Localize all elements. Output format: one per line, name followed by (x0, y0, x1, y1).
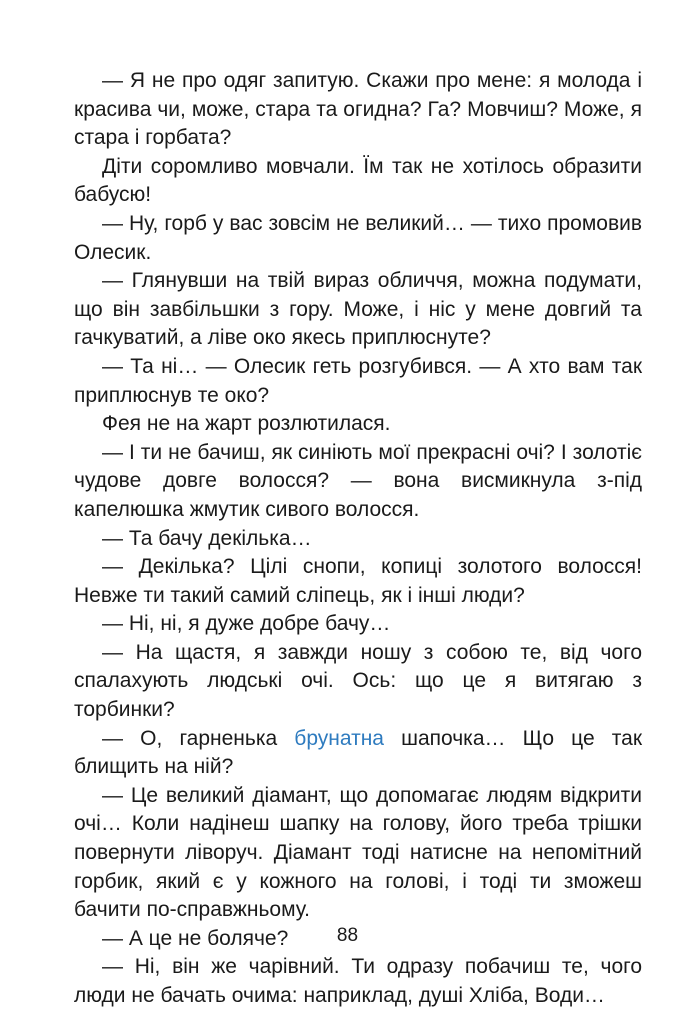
paragraph-7 (74, 439, 642, 525)
page-number: 88 (336, 925, 359, 946)
paragraph-4 (74, 267, 642, 353)
story-text (74, 67, 642, 1011)
paragraph-text: — Ні, ні, я дуже добре бачу… (102, 612, 391, 636)
paragraph-6 (74, 410, 642, 439)
paragraph-12 (74, 725, 642, 782)
paragraph-5 (74, 353, 642, 410)
paragraph-text: — Ні, він же чарівний. Ти одразу побачиш те, чого люди не бачать очима: наприклад, душі Хліба, Води… (74, 955, 642, 1007)
paragraph-text: шапочка… Що це так блищить на ній? (74, 726, 643, 779)
paragraph-11 (74, 639, 642, 725)
paragraph-text: — Та бачу декілька… (102, 526, 312, 550)
paragraph-text: — На щастя, я завжди ношу з собою те, від чого спалахують людські очі. Ось: що це я витягаю з торбинки? (74, 640, 642, 722)
paragraph-text: — Та ні… — Олесик геть розгубився. — А хто вам так приплюснув те око? (74, 354, 642, 407)
paragraph-text: — Глянувши на твій вираз обличчя, можна подумати, що він завбільшки з гору. Може, і ніс у мене довгий та гачкуватий, а ліве око якесь приплюснуте? (74, 269, 642, 350)
paragraph-9 (74, 553, 642, 610)
paragraph-10 (74, 610, 642, 639)
paragraph-text: Діти соромливо мовчали. Їм так не хотілось образити бабусю! (74, 154, 642, 207)
glossary-word: брунатна (294, 726, 384, 750)
paragraph-text: — Я не про одяг запитую. Скажи про мене: я молода і красива чи, може, стара та огидна? Га? Мовчиш? Може, я стара і горбата? (74, 69, 642, 150)
paragraph-text: — О, гарненька (102, 726, 295, 750)
paragraph-13 (74, 782, 642, 925)
paragraph-text: — Це великий діамант, що допомагає людям відкрити очі… Коли надінеш шапку на голову, його треба трішки повернути ліворуч. Діамант тоді натисне на непомітний горбик, який є у кожного на голові, і тоді ти зможеш бачити по-справжньому. (74, 783, 642, 922)
paragraph-text: Фея не на жарт розлютилася. (102, 412, 391, 436)
paragraph-text: — А це не боляче? (102, 926, 289, 950)
paragraph-3 (74, 210, 642, 267)
paragraph-1 (74, 67, 642, 153)
paragraph-text: — Декілька? Цілі снопи, копиці золотого волосся! Невже ти такий самий сліпець, як і інші люди? (74, 555, 642, 607)
paragraph-8 (74, 525, 642, 554)
paragraph-15 (74, 953, 642, 1010)
paragraph-text: — І ти не бачиш, як синіють мої прекрасні очі? І золотіє чудове довге волосся? — вона висмикнула з-під капелюшка жмутик сивого волосся. (74, 440, 642, 521)
paragraph-2 (74, 153, 642, 210)
paragraph-text: — Ну, горб у вас зовсім не великий… — тихо промовив Олесик. (74, 211, 642, 264)
